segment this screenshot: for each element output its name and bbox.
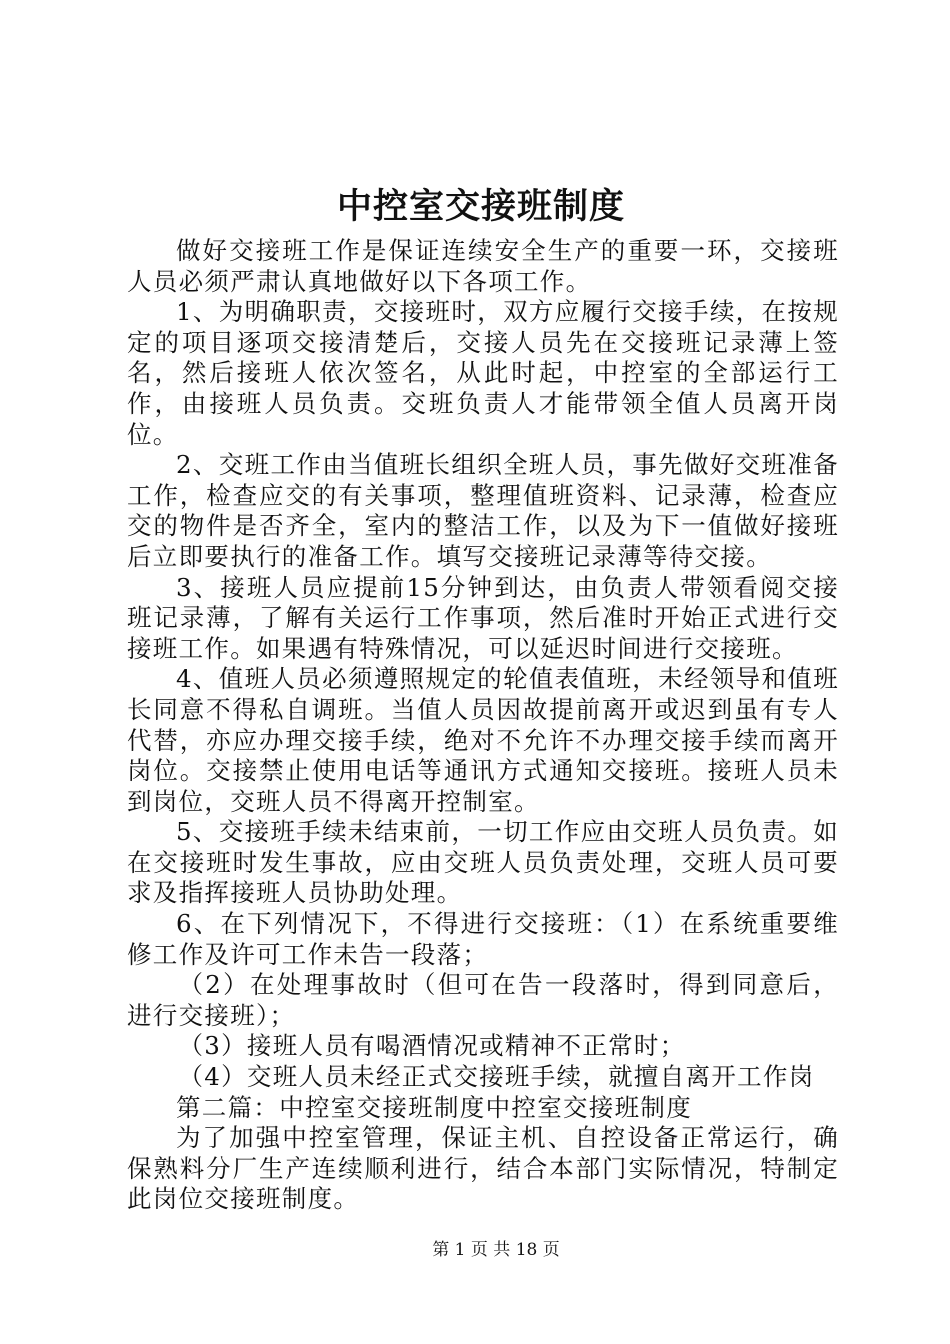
paragraph-item-6-3: （3）接班人员有喝酒情况或精神不正常时； [178, 1031, 686, 1061]
paragraph-item-1: 1、为明确职责，交接班时，双方应履行交接手续，在按规定的项目逐项交接清楚后，交接人员先在交接班记录薄上签名，然后接班人依次签名，从此时起，中控室的全部运行工作，由接班人员负责。交班负责人才能带领全值人员离开岗位。 [127, 297, 839, 449]
paragraph-item-2: 2、交班工作由当值班长组织全班人员，事先做好交班准备工作，检查应交的有关事项，整理值班资料、记录薄，检查应交的物件是否齐全，室内的整洁工作，以及为下一值做好接班后立即要执行的准备工作。填写交接班记录薄等待交接。 [127, 450, 839, 571]
paragraph-intro: 做好交接班工作是保证连续安全生产的重要一环，交接班人员必须严肃认真地做好以下各项工作。 [127, 236, 839, 296]
page-footer: 第 1 页 共 18 页 [432, 1240, 560, 1260]
paragraph-section-intro: 为了加强中控室管理，保证主机、自控设备正常运行，确保熟料分厂生产连续顺利进行，结合本部门实际情况，特制定此岗位交接班制度。 [127, 1123, 839, 1214]
paragraph-item-4: 4、值班人员必须遵照规定的轮值表值班，未经领导和值班长同意不得私自调班。当值人员因故提前离开或迟到虽有专人代替，亦应办理交接手续，绝对不允许不办理交接手续而离开岗位。交接禁止使用电话等通讯方式通知交接班。接班人员未到岗位，交班人员不得离开控制室。 [127, 664, 839, 816]
paragraph-item-6: 6、在下列情况下，不得进行交接班：（1）在系统重要维修工作及许可工作未告一段落； [127, 909, 839, 969]
document-body [127, 236, 839, 1215]
paragraph-item-3: 3、接班人员应提前15分钟到达，由负责人带领看阅交接班记录薄，了解有关运行工作事项，然后准时开始正式进行交接班工作。如果遇有特殊情况，可以延迟时间进行交接班。 [127, 572, 839, 663]
document-title: 中控室交接班制度 [336, 186, 625, 227]
paragraph-section-heading: 第二篇：中控室交接班制度中控室交接班制度 [176, 1092, 692, 1122]
paragraph-item-5: 5、交接班手续未结束前，一切工作应由交班人员负责。如在交接班时发生事故，应由交班人员负责处理，交班人员可要求及指挥接班人员协助处理。 [127, 817, 839, 908]
paragraph-item-6-2: （2）在处理事故时（但可在告一段落时，得到同意后，进行交接班）； [127, 970, 839, 1030]
paragraph-item-6-4: （4）交班人员未经正式交接班手续，就擅自离开工作岗 [178, 1062, 815, 1092]
